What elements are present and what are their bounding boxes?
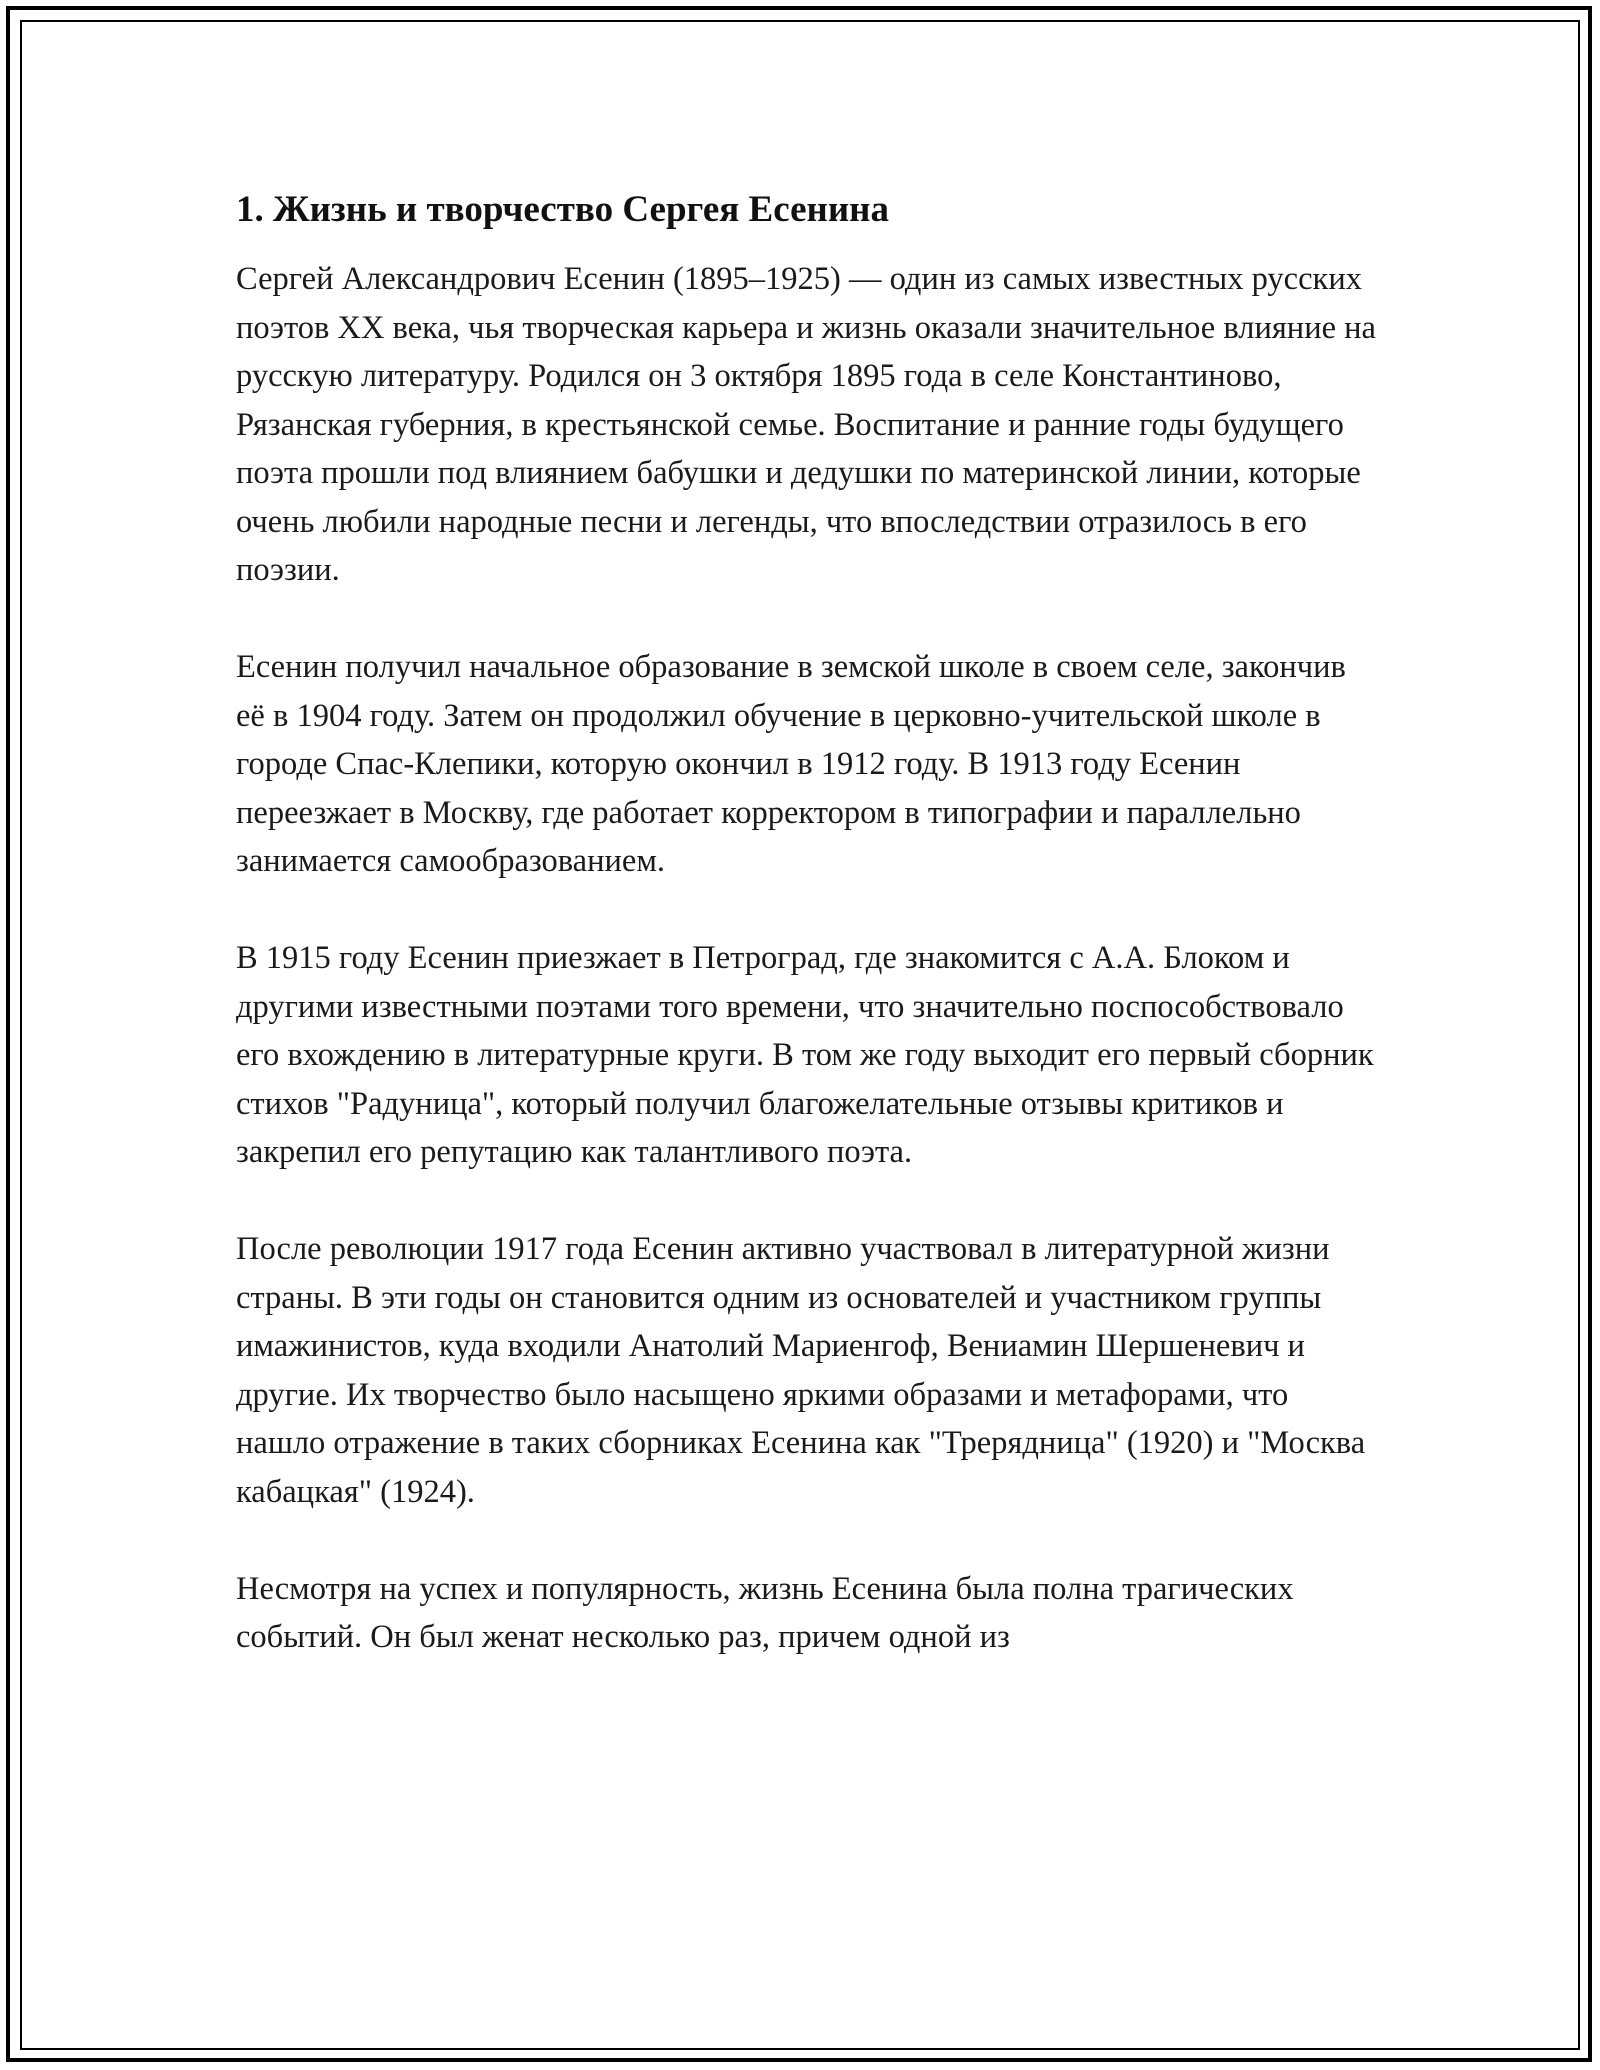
section-heading: 1. Жизнь и творчество Сергея Есенина <box>236 189 889 230</box>
paragraph-5: Несмотря на успех и популярность, жизнь Есенина была полна трагических событий. Он был женат несколько раз, причем одной из <box>236 1570 1294 1655</box>
paragraph-4: После революции 1917 года Есенин активно участвовал в литературной жизни страны. В эти годы он становится одним из основателей и участником группы имажинистов, куда входили Анатолий Мариенгоф, Вениамин Шершеневич и другие. Их творчество было насыщено яркими образами и метафорами, что нашло отражение в таких сборниках Есенина как "Трерядница" (1920) и "Москва кабацкая" (1924). <box>236 1231 1366 1510</box>
paragraph-1: Сергей Александрович Есенин (1895–1925) — один из самых известных русских поэтов XX века, чья творческая карьера и жизнь оказали значительное влияние на русскую литературу. Родился он 3 октября 1895 года в селе Константиново, Рязанская губерния, в крестьянской семье. Воспитание и ранние годы будущего поэта прошли под влиянием бабушки и дедушки по материнской линии, которые очень любили народные песни и легенды, что впоследствии отразилось в его поэзии. <box>236 261 1376 588</box>
document-body <box>236 185 1376 1662</box>
paragraph-2: Есенин получил начальное образование в земской школе в своем селе, закончив её в 1904 году. Затем он продолжил обучение в церковно-учительской школе в городе Спас-Клепики, которую окончил в 1912 году. В 1913 году Есенин переезжает в Москву, где работает корректором в типографии и параллельно занимается самообразованием. <box>236 649 1346 879</box>
paragraph-3: В 1915 году Есенин приезжает в Петроград, где знакомится с А.А. Блоком и другими известными поэтами того времени, что значительно поспособствовало его вхождению в литературные круги. В том же году выходит его первый сборник стихов "Радуница", который получил благожелательные отзывы критиков и закрепил его репутацию как талантливого поэта. <box>236 940 1374 1170</box>
